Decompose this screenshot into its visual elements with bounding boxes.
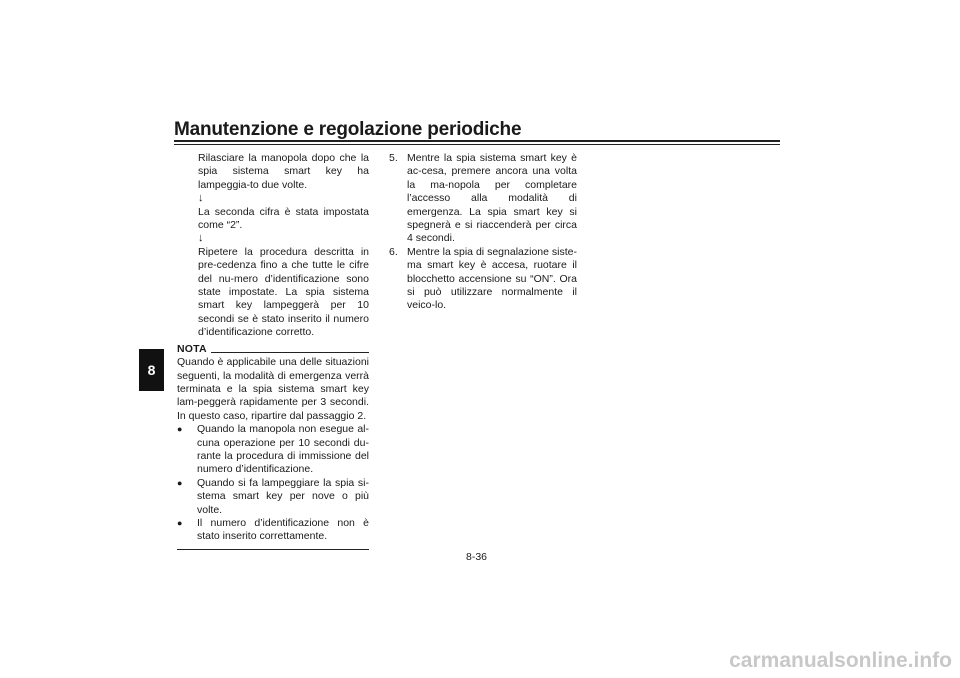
down-arrow-icon: ↓	[198, 192, 204, 205]
section-tab: 8	[139, 349, 164, 391]
right-column	[389, 152, 577, 313]
header-rule-thick	[174, 140, 780, 142]
page-number: 8-36	[466, 551, 488, 563]
step-text: Mentre la spia di segnalazione siste-ma smart key è accesa, ruotare il blocchetto accensione su “ON”. Ora si può utilizzare normalmente il veico-lo.	[407, 245, 577, 312]
bullet-icon: ●	[177, 517, 183, 528]
bullet-text: Quando la manopola non esegue al-cuna operazione per 10 secondi du-rante la procedura di immissione del numero d’identificazione.	[197, 423, 369, 476]
watermark: carmanualsonline.info	[729, 649, 952, 672]
nota-heading	[177, 343, 369, 356]
left-column	[177, 152, 369, 550]
step-text: La seconda cifra è stata impostata come “2”.	[198, 205, 369, 232]
step-text: Mentre la spia sistema smart key è ac-cesa, premere ancora una volta la ma-nopola per completare l’accesso alla modalità di emergenza. La spia smart key si spegnerà e si riaccenderà per circa 4 secondi.	[407, 152, 577, 245]
nota-bullet	[177, 517, 369, 544]
bullet-icon: ●	[177, 477, 183, 488]
nota-bullet	[177, 477, 369, 517]
down-arrow-icon: ↓	[198, 232, 204, 245]
nota-heading-rule	[211, 352, 369, 353]
numbered-step	[389, 152, 577, 246]
nota-bullet	[177, 423, 369, 477]
page-title: Manutenzione e regolazione periodiche	[174, 119, 522, 140]
nota-label: NOTA	[177, 342, 207, 355]
bullet-text: Quando si fa lampeggiare la spia si-stema smart key per nove o più volte.	[197, 476, 369, 516]
step-text: Ripetere la procedura descritta in pre-cedenza fino a che tutte le cifre del nu-mero d’identificazione sono state impostate. La spia sistema smart key lampeggerà per 10 secondi se è stato inserito il numero d’identificazione corretto.	[198, 245, 369, 339]
step-text: Rilasciare la manopola dopo che la spia sistema smart key ha lampeggia-to due volte.	[198, 152, 369, 191]
nota-end-rule	[177, 549, 369, 550]
step-number: 6.	[389, 245, 398, 258]
header-rule-thin	[174, 144, 780, 145]
bullet-icon: ●	[177, 424, 183, 435]
numbered-step	[389, 246, 577, 313]
step-number: 5.	[389, 152, 398, 164]
nota-text: Quando è applicabile una delle situazioni seguenti, la modalità di emergenza verrà terminata e la spia sistema smart key lam-peggerà rapidamente per 3 secondi. In questo caso, ripartire dal passaggio 2.	[177, 356, 369, 422]
bullet-text: Il numero d’identificazione non è stato inserito correttamente.	[197, 516, 369, 543]
